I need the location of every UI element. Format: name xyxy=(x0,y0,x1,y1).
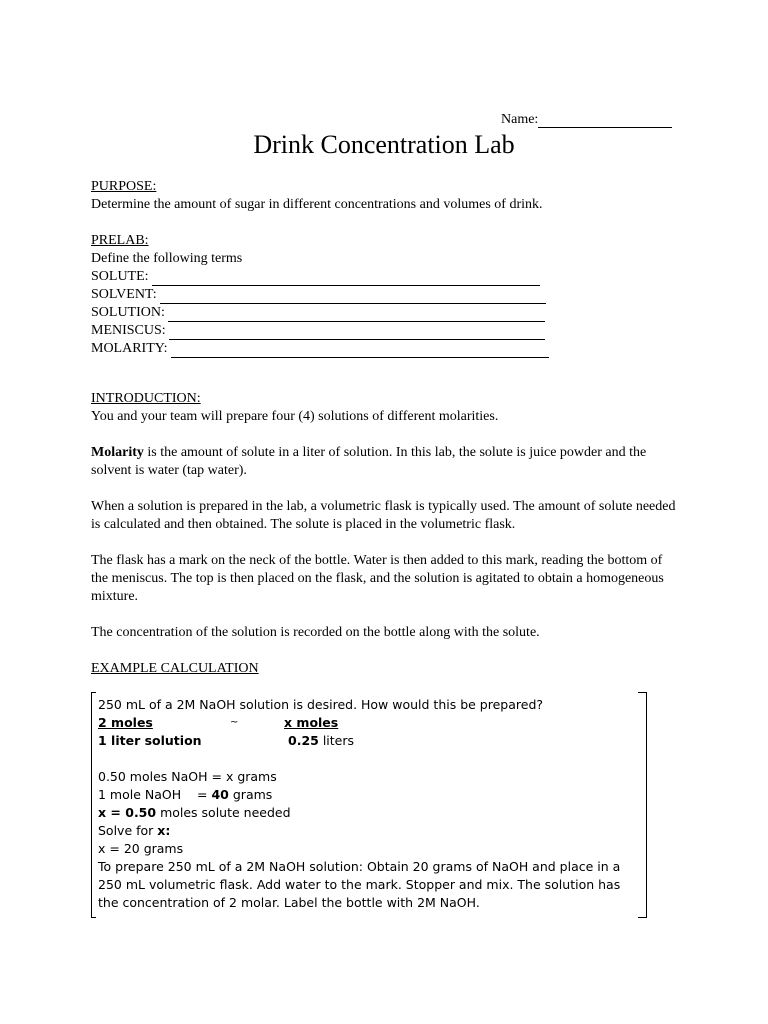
name-field xyxy=(501,112,672,128)
term-label: MOLARITY: xyxy=(91,341,168,356)
left-denominator: 1 liter solution xyxy=(98,733,202,748)
definition-blank[interactable] xyxy=(168,308,545,322)
intro-paragraph-5: The concentration of the solution is recorded on the bottle along with the solute. xyxy=(91,625,540,640)
term-solute xyxy=(91,268,681,286)
calc-line-7: 250 mL volumetric flask. Add water to the mark. Stopper and mix. The solution has xyxy=(98,877,621,892)
example-calculation-box xyxy=(91,692,647,918)
calc-line-5: x = 20 grams xyxy=(98,841,184,856)
term-meniscus xyxy=(91,322,681,340)
calc-line-6: To prepare 250 mL of a 2M NaOH solution: Obtain 20 grams of NaOH and place in a xyxy=(98,859,621,874)
term-label: SOLUTION: xyxy=(91,305,165,320)
definition-blank[interactable] xyxy=(160,290,546,304)
calc-line-2: 1 mole NaOH = 40 grams xyxy=(98,787,273,802)
term-label: MENISCUS: xyxy=(91,323,166,338)
approx-symbol: ~ xyxy=(230,717,239,728)
page-title: Drink Concentration Lab xyxy=(253,130,515,159)
box-right-bracket xyxy=(638,692,647,918)
molarity-definition: is the amount of solute in a liter of solution. In this lab, the solute is juice powder and the solvent is water (tap water). xyxy=(91,445,647,478)
term-label: SOLVENT: xyxy=(91,287,157,302)
definition-blank[interactable] xyxy=(152,272,540,286)
definition-blank[interactable] xyxy=(171,344,549,358)
purpose-heading: PURPOSE: xyxy=(91,179,157,194)
example-text xyxy=(98,696,638,912)
left-numerator: 2 moles xyxy=(98,715,153,730)
calc-line-3: x = 0.50 moles solute needed xyxy=(98,805,291,820)
example-heading: EXAMPLE CALCULATION xyxy=(91,661,259,676)
intro-paragraph-3: When a solution is prepared in the lab, a volumetric flask is typically used. The amount of solute needed is calculated and then obtained. The solute is placed in the volumetric flask. xyxy=(91,499,676,532)
right-numerator: x moles xyxy=(284,715,339,730)
intro-paragraph-1: You and your team will prepare four (4) solutions of different molarities. xyxy=(91,409,499,424)
introduction-heading: INTRODUCTION: xyxy=(91,391,201,406)
name-label: Name: xyxy=(501,112,539,127)
box-left-bracket xyxy=(91,692,96,918)
prelab-heading: PRELAB: xyxy=(91,233,149,248)
molarity-term: Molarity xyxy=(91,445,144,460)
purpose-text: Determine the amount of sugar in different concentrations and volumes of drink. xyxy=(91,197,543,212)
calc-line-1: 0.50 moles NaOH = x grams xyxy=(98,769,277,784)
right-denominator: 0.25 liters xyxy=(288,733,355,748)
term-label: SOLUTE: xyxy=(91,269,149,284)
ratio-denominators xyxy=(98,732,638,750)
prelab-instruction: Define the following terms xyxy=(91,251,243,266)
term-solution xyxy=(91,304,681,322)
calc-line-8: the concentration of 2 molar. Label the bottle with 2M NaOH. xyxy=(98,895,480,910)
definition-blank[interactable] xyxy=(169,326,545,340)
ratio-numerators xyxy=(98,714,638,732)
intro-paragraph-4: The flask has a mark on the neck of the bottle. Water is then added to this mark, reading the bottom of the meniscus. The top is then placed on the flask, and the solution is agitated to obtain a homogeneous mixture. xyxy=(91,553,664,604)
example-question: 250 mL of a 2M NaOH solution is desired. How would this be prepared? xyxy=(98,697,544,712)
term-molarity xyxy=(91,340,681,358)
term-solvent xyxy=(91,286,681,304)
main-content xyxy=(91,178,681,678)
calc-line-4: Solve for x: xyxy=(98,823,171,838)
name-blank-line[interactable] xyxy=(538,113,672,128)
intro-paragraph-2 xyxy=(91,444,681,480)
